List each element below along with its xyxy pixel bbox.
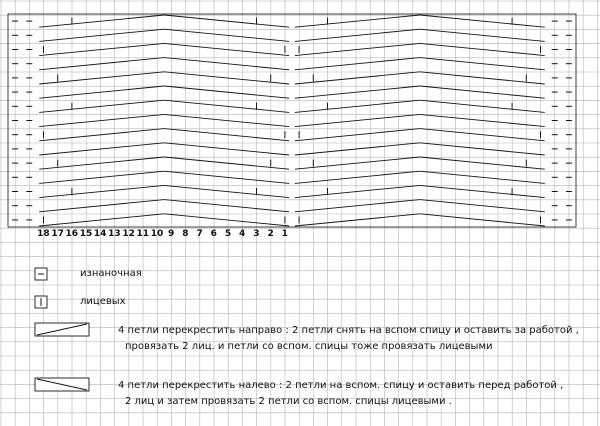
legend-symbols	[35, 268, 89, 391]
column-number: 11	[136, 229, 150, 239]
cable-cross-left	[164, 185, 289, 197]
cable-cross-left	[420, 86, 545, 98]
cable-cross-left	[420, 129, 545, 141]
cable-cross-left	[164, 86, 289, 98]
legend-cross-right-line2: провязать 2 лиц. и петли со вспом. спицы тоже провязать лицевыми	[125, 341, 493, 352]
cable-cross-left	[420, 43, 545, 55]
cable-cross-left	[164, 43, 289, 55]
cable-cross-left	[164, 129, 289, 141]
column-number: 15	[79, 229, 93, 239]
column-number: 13	[108, 229, 121, 239]
column-number: 17	[51, 229, 64, 239]
cable-cross-left	[164, 29, 289, 41]
column-number: 16	[65, 229, 79, 239]
cable-cross-left	[420, 114, 545, 126]
legend-purl-label: изнаночная	[80, 268, 142, 279]
cable-cross-left	[420, 214, 545, 226]
cable-cross-left	[420, 15, 545, 27]
cable-cross-left	[420, 185, 545, 197]
column-number: 4	[239, 229, 246, 239]
column-number: 12	[122, 229, 135, 239]
column-number: 6	[210, 229, 217, 239]
cable-pattern-chart	[8, 14, 576, 227]
column-number: 5	[224, 229, 232, 239]
cable-cross-left	[164, 100, 289, 112]
cable-cross-left	[164, 214, 289, 226]
cable-cross-left	[420, 29, 545, 41]
column-number: 14	[93, 229, 107, 239]
legend-knit-label: лицевых	[80, 296, 126, 307]
legend-cross-left-line2: 2 лиц и затем провязать 2 петли со вспом. спицы лицевыми .	[125, 396, 452, 407]
column-number: 1	[281, 229, 288, 239]
cable-cross-left	[164, 143, 289, 155]
column-number: 9	[168, 229, 175, 239]
column-number: 8	[182, 229, 189, 239]
column-number: 3	[253, 229, 260, 239]
column-number: 7	[196, 229, 203, 239]
cable-cross-left	[420, 58, 545, 70]
cable-cross-left	[164, 114, 289, 126]
legend-cross-right-line1: 4 петли перекрестить направо : 2 петли снять на вспом спицу и оставить за работой ,	[118, 325, 579, 336]
column-number: 2	[267, 229, 274, 239]
cable-cross-left	[420, 143, 545, 155]
cable-cross-left	[420, 100, 545, 112]
cable-cross-left	[420, 171, 545, 183]
cable-cross-left	[420, 200, 545, 212]
cable-cross-left	[164, 58, 289, 70]
column-number: 18	[37, 229, 50, 239]
cable-cross-left	[164, 171, 289, 183]
legend-cross-left-line1: 4 петли перекрестить налево : 2 петли на вспом. спицу и оставить перед работой ,	[118, 380, 564, 391]
cable-cross-left	[164, 200, 289, 212]
cable-cross-left	[164, 15, 289, 27]
chart-frame	[8, 14, 576, 227]
column-number: 10	[150, 229, 164, 239]
